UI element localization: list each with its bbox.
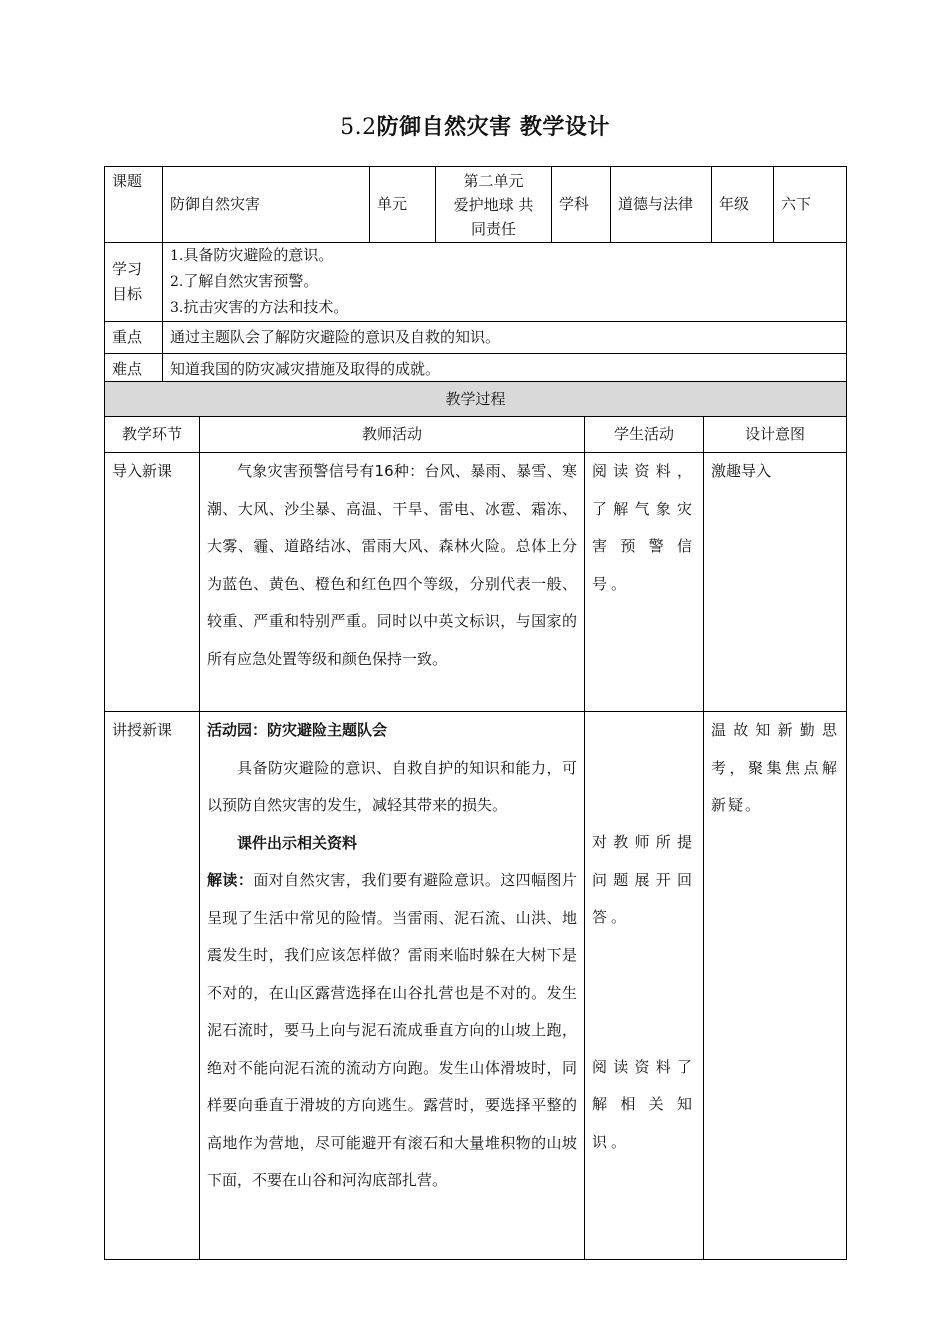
grade-value: 六下 — [774, 167, 847, 243]
header-student: 学生活动 — [585, 417, 704, 453]
student-activity-new — [585, 712, 704, 1260]
difficulty-value: 知道我国的防灾减灾措施及取得的成就。 — [163, 354, 847, 386]
design-intent-new: 温故知新勤思考，聚集焦点解新疑。 — [704, 712, 847, 1260]
design-intent-intro: 激趣导入 — [704, 453, 847, 712]
header-stage: 教学环节 — [105, 417, 200, 453]
difficulty-label: 难点 — [105, 354, 163, 386]
process-heading: 教学过程 — [105, 382, 847, 417]
stage-new: 讲授新课 — [105, 712, 200, 1260]
reading-label: 解读： — [207, 871, 254, 889]
activity-intro: 具备防灾避险的意识、自救自护的知识和能力，可以预防自然灾害的发生，减轻其带来的损失。 — [207, 758, 577, 814]
student-answer: 对教师所提问题展开回答。 — [592, 833, 696, 926]
topic-value: 防御自然灾害 — [163, 167, 370, 243]
process-table — [104, 381, 847, 1260]
topic-label: 课题 — [105, 167, 163, 243]
goal-item: 2.了解自然灾害预警。 — [170, 272, 319, 290]
title-number: 5.2 — [340, 115, 377, 140]
header-teacher: 教师活动 — [200, 417, 585, 453]
stage-intro: 导入新课 — [105, 453, 200, 712]
student-activity-intro: 阅读资料，了解气象灾害预警信号。 — [585, 453, 704, 712]
teacher-activity-new — [200, 712, 585, 1260]
activity-title: 活动园：防灾避险主题队会 — [207, 721, 388, 739]
page-title — [0, 110, 950, 141]
key-value: 通过主题队会了解防灾避险的意识及自救的知识。 — [163, 322, 847, 354]
subject-label: 学科 — [552, 167, 611, 243]
teacher-activity-intro: 气象灾害预警信号有16种：台风、暴雨、暴雪、寒潮、大风、沙尘暴、高温、干旱、雷电、冰雹、霜冻、大雾、霾、道路结冰、雷雨大风、森林火险。总体上分为蓝色、黄色、橙色和红色四个等级，分别代表一般、较重、严重和特别严重。同时以中英文标识，与国家的所有应急处置等级和颜色保持一致。 — [200, 453, 585, 712]
goals-label: 学习 目标 — [105, 243, 163, 322]
goal-item: 1.具备防灾避险的意识。 — [170, 246, 334, 264]
unit-value: 第二单元 爱护地球 共 同责任 — [436, 167, 552, 243]
info-table — [104, 166, 847, 386]
student-reading: 阅读资料了解相关知识。 — [592, 1057, 696, 1151]
unit-label: 单元 — [370, 167, 436, 243]
header-design: 设计意图 — [704, 417, 847, 453]
table-row — [105, 712, 847, 1260]
title-text: 防御自然灾害 教学设计 — [376, 115, 610, 140]
goal-item: 3.抗击灾害的方法和技术。 — [170, 298, 349, 316]
subject-value: 道德与法律 — [611, 167, 712, 243]
grade-label: 年级 — [712, 167, 774, 243]
reading-paragraph: 解读：面对自然灾害，我们要有避险意识。这四幅图片呈现了生活中常见的险情。当雷雨、泥石流、山洪、地震发生时，我们应该怎样做？雷雨来临时躲在大树下是不对的，在山区露营选择在山谷扎营也是不对的。发生泥石流时，要马上向与泥石流成垂直方向的山坡上跑，绝对不能向泥石流的流动方向跑。发生山体滑坡时，同样要向垂直于滑坡的方向逃生。露营时，要选择平整的高地作为营地，尽可能避开有滚石和大量堆积物的山坡下面，不要在山谷和河沟底部扎营。 — [207, 871, 577, 1189]
table-row — [105, 453, 847, 712]
key-label: 重点 — [105, 322, 163, 354]
goals-list — [163, 243, 847, 322]
courseware-subheading: 课件出示相关资料 — [237, 833, 358, 852]
